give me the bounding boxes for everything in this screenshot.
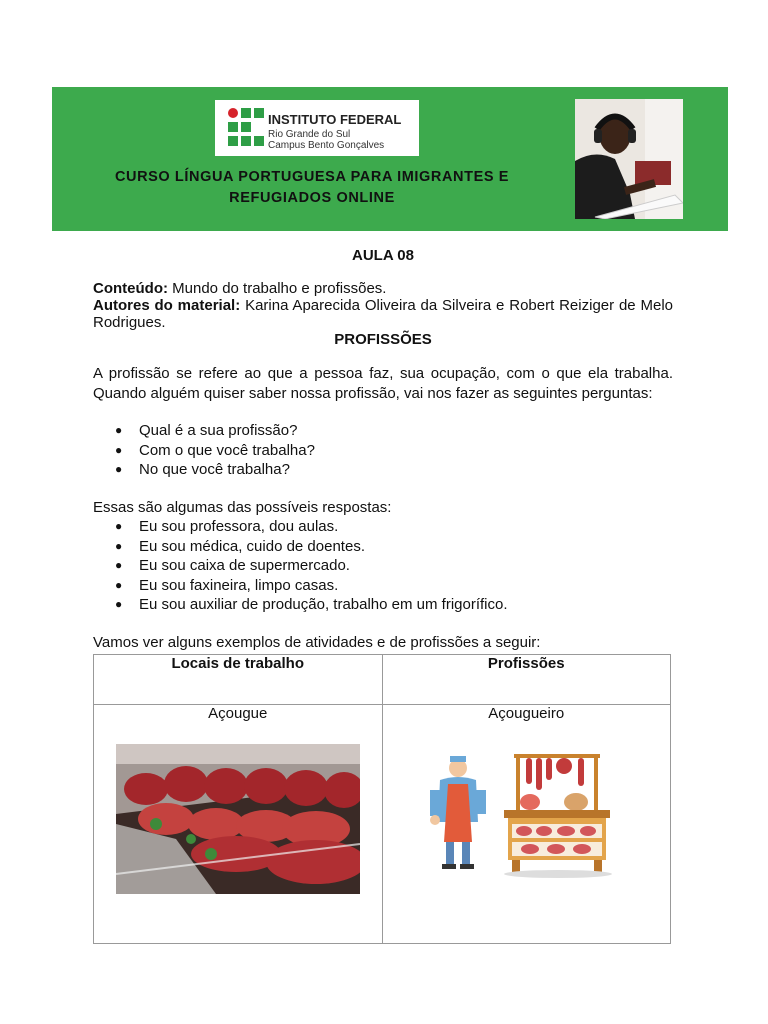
institution-logo [215, 100, 419, 156]
content-value: Mundo do trabalho e profissões. [172, 280, 387, 297]
list-item: ● Eu sou auxiliar de produção, trabalho em um frigorífico. [115, 595, 508, 615]
logo-grid-icon [228, 108, 264, 148]
authors-line [93, 297, 673, 331]
institution-subtitle: Rio Grande do Sul Campus Bento Gonçalves [268, 129, 385, 151]
questions-list [115, 421, 315, 480]
section-title: PROFISSÕES [334, 331, 432, 348]
authors-label: Autores do material: [93, 297, 241, 314]
place-cell [94, 705, 383, 944]
list-item: ● Eu sou professora, dou aulas. [115, 517, 508, 537]
list-item: ● Eu sou faxineira, limpo casas. [115, 576, 508, 596]
answers-list [115, 517, 508, 615]
profession-label: Açougueiro [488, 705, 565, 722]
list-item: ● No que você trabalha? [115, 460, 315, 480]
header-professions: Profissões [382, 655, 671, 705]
lesson-title: AULA 08 [352, 247, 414, 264]
answers-intro: Essas são algumas das possíveis respostas: [93, 499, 392, 516]
intro-paragraph: A profissão se refere ao que a pessoa faz, sua ocupação, com o que ela trabalha. Quando alguém quiser saber nossa profissão, vai nos fazer as seguintes perguntas: [93, 365, 673, 402]
course-title: CURSO LÍNGUA PORTUGUESA PARA IMIGRANTES E REFUGIADOS ONLINE [114, 169, 510, 206]
butcher-illustration [426, 750, 626, 880]
authors-value: Karina Aparecida Oliveira da Silveira e Robert Reiziger de Melo Rodrigues. [93, 297, 673, 331]
profession-cell [382, 705, 671, 944]
table-header-row [94, 655, 671, 705]
list-item: ● Qual é a sua profissão? [115, 421, 315, 441]
institution-name: INSTITUTO FEDERAL [268, 112, 402, 127]
header-places: Locais de trabalho [94, 655, 383, 705]
header-banner [52, 87, 728, 231]
student-studying-image [575, 99, 683, 219]
table-row [94, 705, 671, 944]
student-photo [575, 99, 683, 219]
list-item: ● Eu sou médica, cuido de doentes. [115, 537, 508, 557]
table-intro: Vamos ver alguns exemplos de atividades e de profissões a seguir: [93, 634, 541, 651]
place-label: Açougue [208, 705, 268, 722]
professions-table [93, 654, 671, 944]
content-line [93, 280, 673, 297]
list-item: ● Eu sou caixa de supermercado. [115, 556, 508, 576]
content-label: Conteúdo: [93, 280, 168, 297]
list-item: ● Com o que você trabalha? [115, 441, 315, 461]
butcher-shop-image [116, 744, 360, 894]
